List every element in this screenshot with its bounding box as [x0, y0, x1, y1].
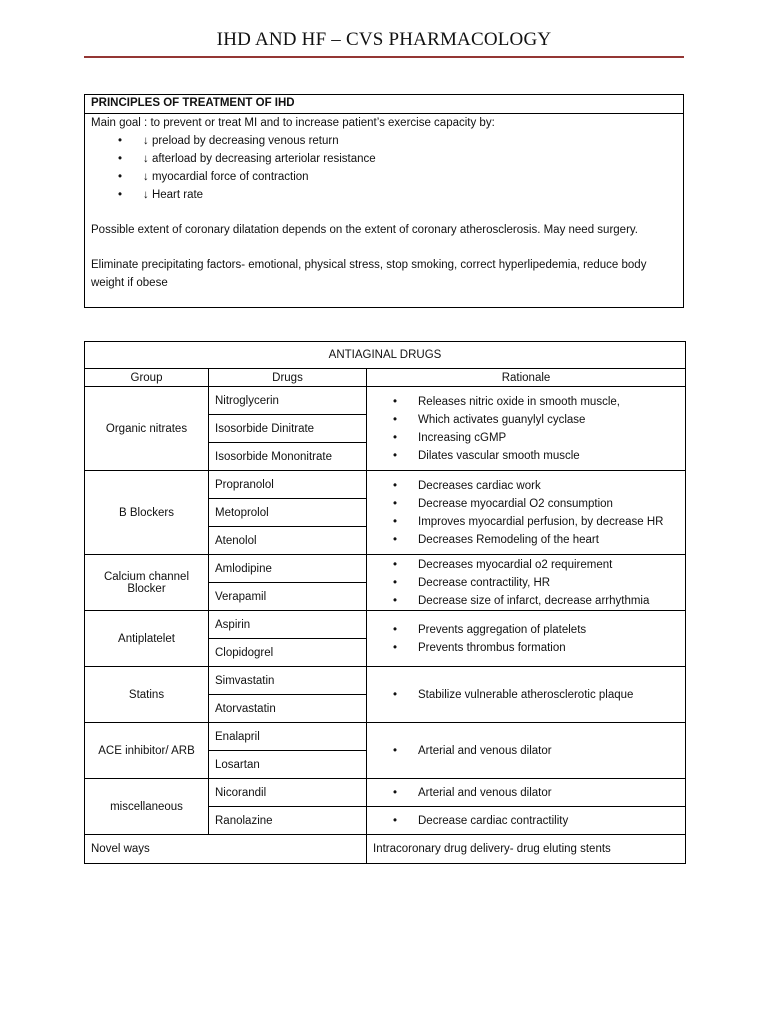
drug-cell: Aspirin: [209, 611, 367, 639]
group-cell: miscellaneous: [85, 779, 209, 835]
rationale-item: • Prevents aggregation of platelets: [373, 621, 679, 639]
rationale-cell: [367, 387, 686, 471]
rationale-list: [373, 742, 679, 760]
principles-bullet: • ↓ preload by decreasing venous return: [91, 132, 677, 150]
drug-cell: Nitroglycerin: [209, 387, 367, 415]
column-header-group: Group: [85, 369, 209, 387]
drug-cell: Isosorbide Mononitrate: [209, 443, 367, 471]
table-row-novel: [85, 835, 686, 864]
column-header-rationale: Rationale: [367, 369, 686, 387]
drug-cell: Atenolol: [209, 527, 367, 555]
rationale-item: • Decrease cardiac contractility: [373, 812, 679, 830]
group-cell: Antiplatelet: [85, 611, 209, 667]
rationale-item: • Decrease size of infarct, decrease arrhythmia: [373, 592, 679, 610]
drug-cell: Atorvastatin: [209, 695, 367, 723]
drug-cell: Ranolazine: [209, 807, 367, 835]
rationale-list: [373, 784, 679, 802]
rationale-cell: [367, 807, 686, 835]
principles-box: [84, 94, 684, 308]
group-cell: Calcium channel Blocker: [85, 555, 209, 611]
drug-cell: Amlodipine: [209, 555, 367, 583]
rationale-item: • Decreases myocardial o2 requirement: [373, 556, 679, 574]
principles-bullet: • ↓ Heart rate: [91, 186, 677, 204]
rationale-item: • Which activates guanylyl cyclase: [373, 411, 679, 429]
drug-cell: Simvastatin: [209, 667, 367, 695]
rationale-item: • Decreases cardiac work: [373, 477, 679, 495]
rationale-item: • Increasing cGMP: [373, 429, 679, 447]
group-cell: Organic nitrates: [85, 387, 209, 471]
rationale-cell: [367, 779, 686, 807]
rationale-item: • Arterial and venous dilator: [373, 784, 679, 802]
group-cell: Statins: [85, 667, 209, 723]
page-title: IHD AND HF – CVS PHARMACOLOGY: [216, 29, 552, 50]
drug-cell: Clopidogrel: [209, 639, 367, 667]
main-goal-text: Main goal : to prevent or treat MI and to increase patient’s exercise capacity by:: [91, 117, 495, 129]
drug-cell: Nicorandil: [209, 779, 367, 807]
table-row: [85, 611, 686, 639]
drug-cell: Isosorbide Dinitrate: [209, 415, 367, 443]
rationale-list: [373, 621, 679, 657]
rationale-list: [373, 477, 679, 549]
principles-bullet: • ↓ afterload by decreasing arteriolar resistance: [91, 150, 677, 168]
rationale-item: • Stabilize vulnerable atherosclerotic plaque: [373, 686, 679, 704]
drug-cell: Losartan: [209, 751, 367, 779]
rationale-list: [373, 686, 679, 704]
table-row: [85, 667, 686, 695]
rationale-cell: [367, 667, 686, 723]
principles-bullet: • ↓ myocardial force of contraction: [91, 168, 677, 186]
column-header-drugs: Drugs: [209, 369, 367, 387]
novel-ways-label: Novel ways: [85, 835, 367, 864]
drug-cell: Enalapril: [209, 723, 367, 751]
rationale-cell: [367, 555, 686, 611]
rationale-item: • Improves myocardial perfusion, by decrease HR: [373, 513, 679, 531]
rationale-list: [373, 556, 679, 610]
rationale-cell: [367, 471, 686, 555]
antianginal-drugs-table: [84, 341, 686, 864]
table-row: [85, 387, 686, 415]
precipitating-factors-text: Eliminate precipitating factors- emotional, physical stress, stop smoking, correct hyperlipedemia, reduce body weight if obese: [91, 259, 647, 289]
principles-body: [85, 114, 683, 292]
rationale-item: • Decrease contractility, HR: [373, 574, 679, 592]
rationale-item: • Decreases Remodeling of the heart: [373, 531, 679, 549]
coronary-dilatation-text: Possible extent of coronary dilatation depends on the extent of coronary atherosclerosis. May need surgery.: [91, 224, 638, 236]
rationale-list: [373, 393, 679, 465]
title-underline: [84, 56, 684, 58]
rationale-cell: [367, 611, 686, 667]
table-row: [85, 779, 686, 807]
principles-heading: PRINCIPLES OF TREATMENT OF IHD: [85, 95, 683, 114]
table-row: [85, 471, 686, 499]
drug-cell: Metoprolol: [209, 499, 367, 527]
table-row: [85, 723, 686, 751]
group-cell: ACE inhibitor/ ARB: [85, 723, 209, 779]
rationale-item: • Arterial and venous dilator: [373, 742, 679, 760]
novel-ways-text: Intracoronary drug delivery- drug eluting stents: [367, 835, 686, 864]
rationale-list: [373, 812, 679, 830]
group-cell: B Blockers: [85, 471, 209, 555]
rationale-cell: [367, 723, 686, 779]
rationale-item: • Releases nitric oxide in smooth muscle,: [373, 393, 679, 411]
table-caption: ANTIAGINAL DRUGS: [85, 342, 686, 369]
drug-cell: Propranolol: [209, 471, 367, 499]
drug-cell: Verapamil: [209, 583, 367, 611]
principles-bullet-list: [91, 132, 677, 204]
rationale-item: • Decrease myocardial O2 consumption: [373, 495, 679, 513]
table-row: [85, 555, 686, 583]
rationale-item: • Dilates vascular smooth muscle: [373, 447, 679, 465]
rationale-item: • Prevents thrombus formation: [373, 639, 679, 657]
